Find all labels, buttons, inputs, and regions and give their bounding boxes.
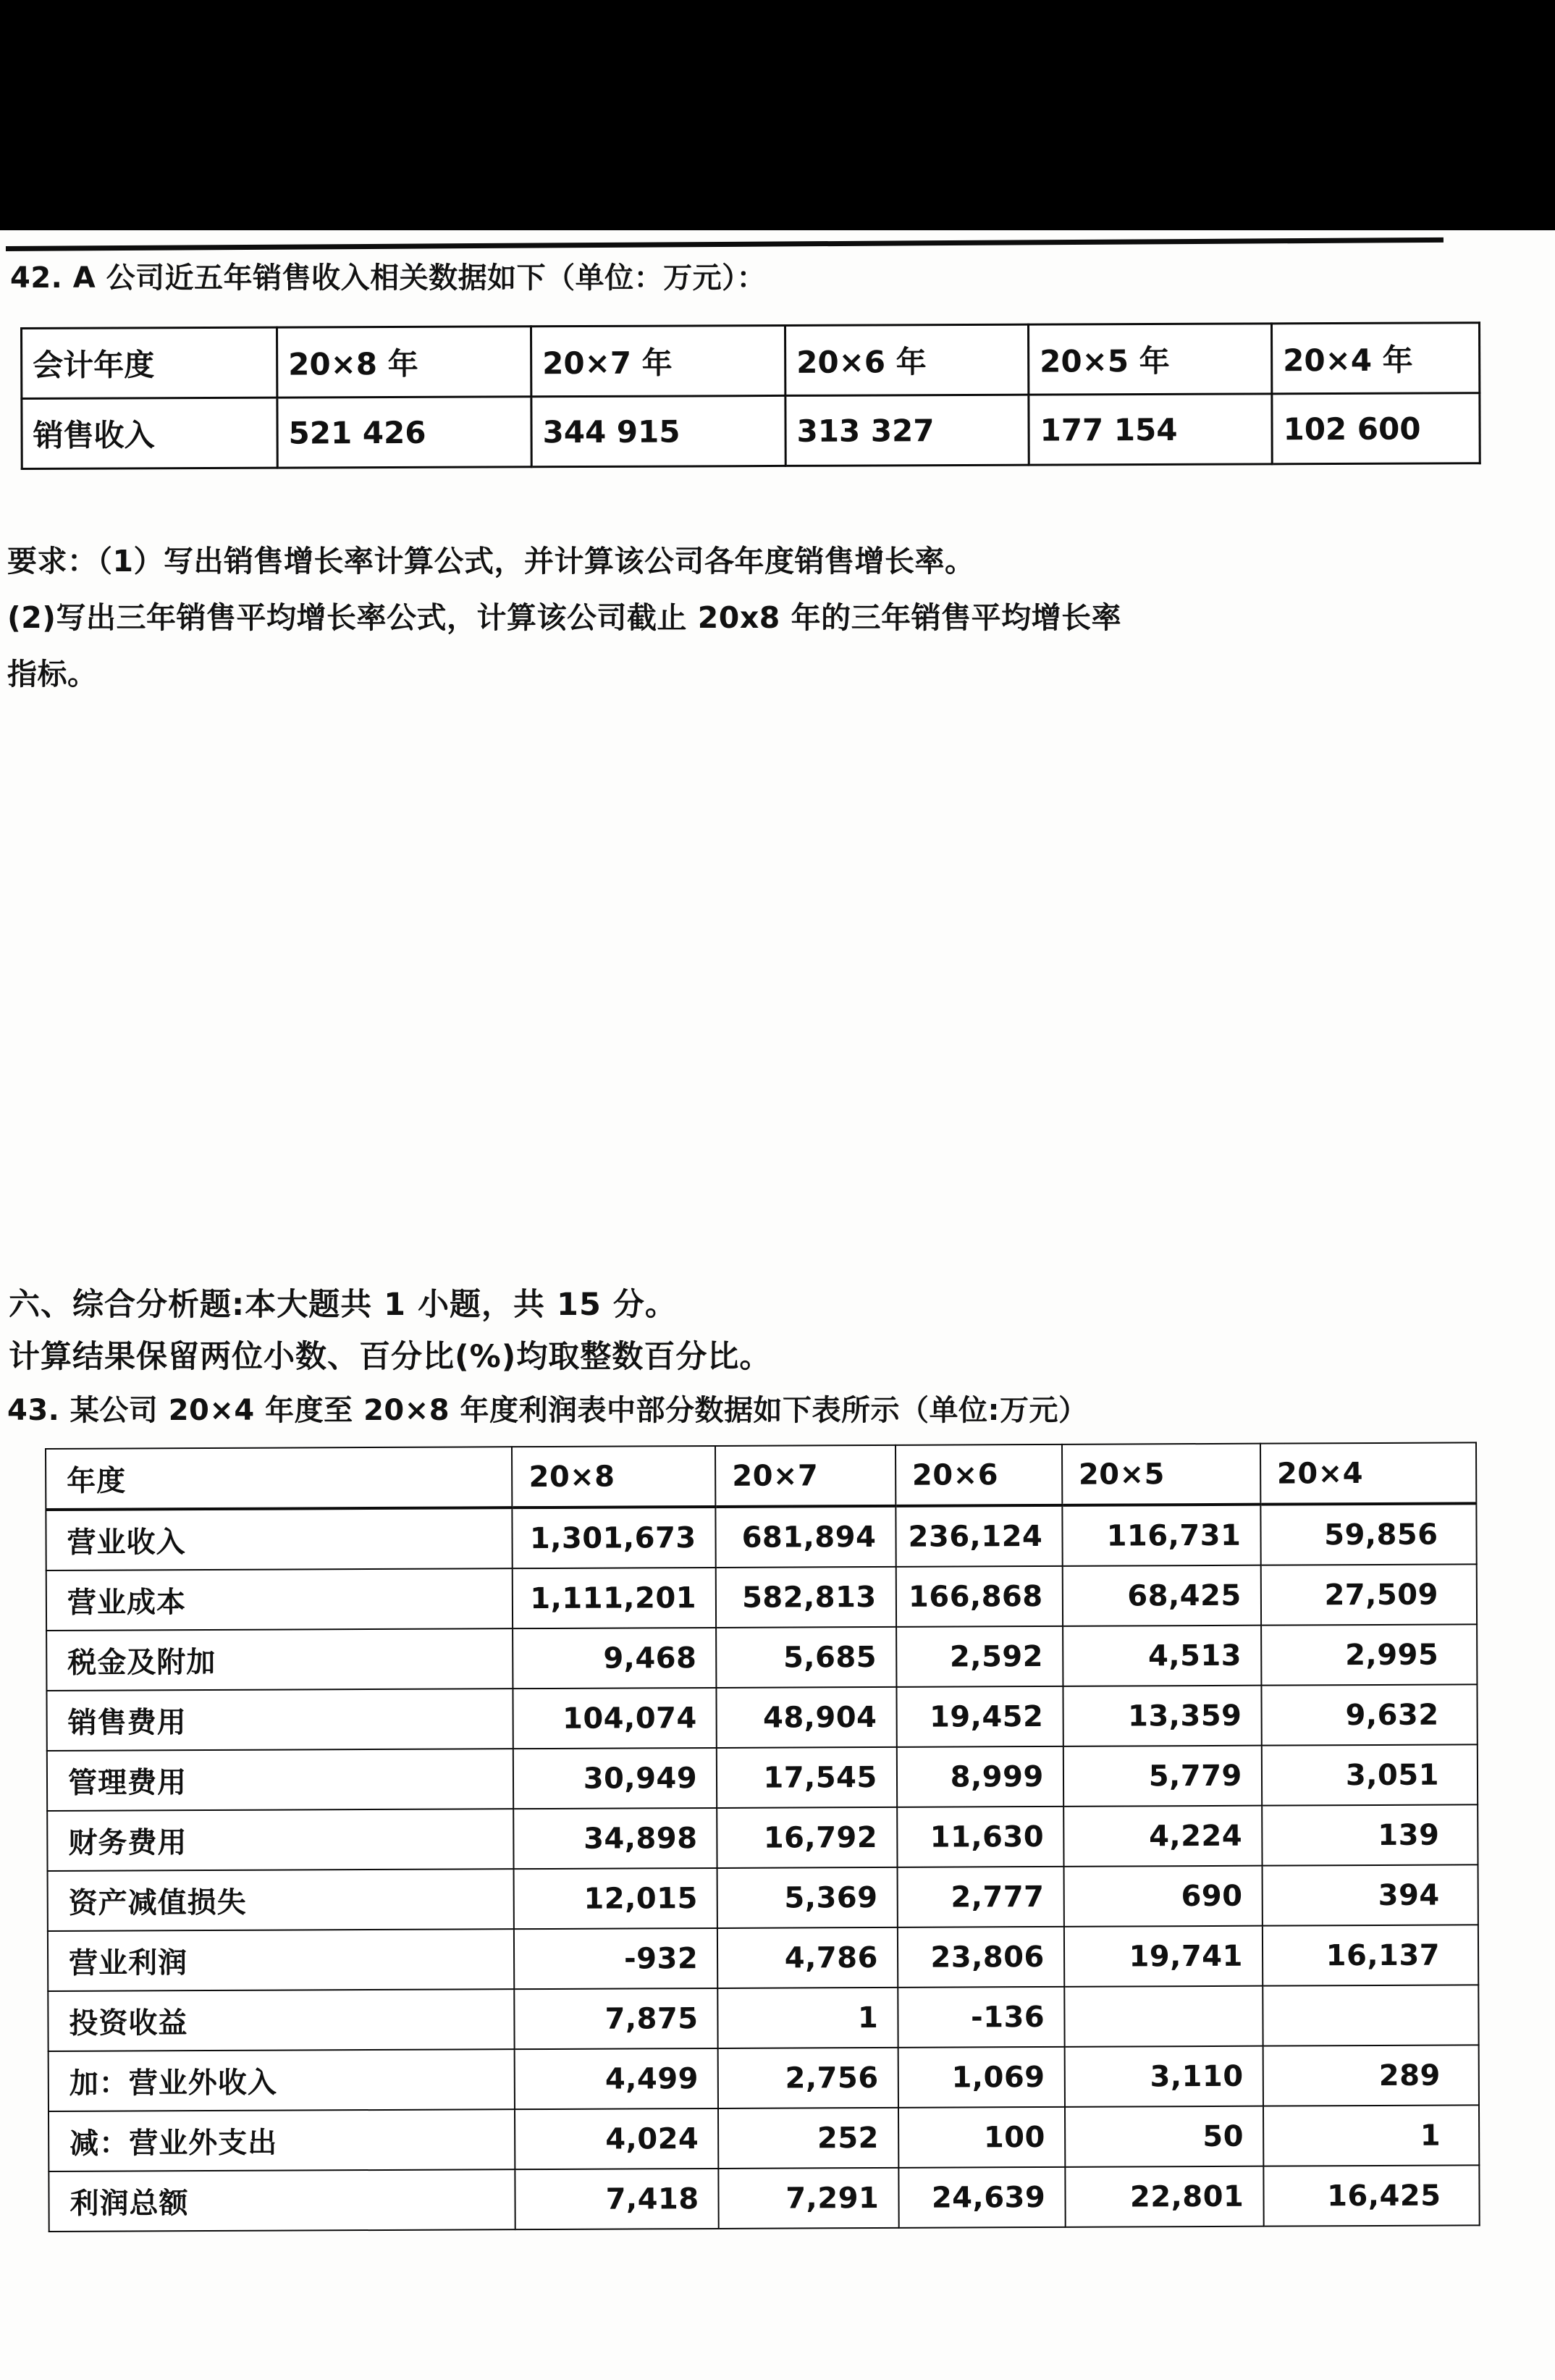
income-cell: 3,051 [1262, 1744, 1478, 1805]
income-cell: 5,369 [717, 1867, 898, 1928]
income-cell: 582,813 [716, 1567, 896, 1628]
income-cell: 12,015 [514, 1868, 717, 1929]
income-cell: 7,291 [718, 2168, 898, 2229]
sales-header-20x4: 20×4 年 [1271, 323, 1479, 394]
sales-value-20x5: 177 154 [1029, 394, 1272, 465]
income-cell: 5,779 [1063, 1746, 1262, 1807]
income-row-label: 投资收益 [48, 1989, 515, 2051]
table-row [48, 1925, 1478, 1991]
table-row [49, 2105, 1479, 2171]
income-header-20x5: 20×5 [1062, 1444, 1260, 1505]
income-cell: 166,868 [896, 1566, 1063, 1627]
income-cell: 3,110 [1064, 2046, 1263, 2107]
income-cell: 19,452 [896, 1686, 1063, 1747]
income-cell: 289 [1263, 2045, 1479, 2106]
income-header-year-label: 年度 [46, 1447, 513, 1510]
income-cell: 5,685 [716, 1627, 896, 1688]
sales-value-20x6: 313 327 [785, 395, 1029, 466]
income-cell-empty [1263, 1985, 1479, 2045]
income-cell: 2,756 [718, 2048, 898, 2108]
income-cell: 7,418 [515, 2169, 719, 2229]
table-row [49, 2045, 1479, 2111]
income-header-20x4: 20×4 [1260, 1442, 1477, 1504]
income-cell: 690 [1063, 1866, 1262, 1927]
question-42-prompt: 42. A 公司近五年销售收入相关数据如下（单位：万元）： [10, 261, 767, 295]
income-cell: 22,801 [1065, 2166, 1263, 2227]
income-cell: 1 [717, 1988, 898, 2048]
table-row-header [46, 1442, 1476, 1510]
income-cell: 27,509 [1261, 1564, 1478, 1625]
income-row-label: 减：营业外支出 [49, 2109, 515, 2171]
sales-value-20x8: 521 426 [277, 397, 531, 468]
income-cell: 394 [1262, 1864, 1478, 1925]
sales-revenue-table [20, 321, 1481, 470]
income-cell: 9,468 [513, 1628, 716, 1689]
income-row-label: 加：营业外收入 [49, 2049, 515, 2111]
sales-value-20x7: 344 915 [531, 395, 785, 466]
income-cell: 116,731 [1062, 1505, 1260, 1566]
income-cell: 4,024 [515, 2108, 718, 2169]
table-row [46, 1624, 1477, 1691]
question-42-requirement-1: 要求：（1）写出销售增长率计算公式，并计算该公司各年度销售增长率。 [7, 544, 975, 579]
table-row [22, 393, 1480, 469]
sales-row-label: 销售收入 [22, 398, 277, 468]
table-row [47, 1804, 1478, 1871]
income-cell: 4,513 [1063, 1626, 1261, 1686]
income-cell: 23,806 [898, 1927, 1064, 1988]
income-statement-table [45, 1442, 1480, 2232]
income-header-20x6: 20×6 [896, 1445, 1062, 1506]
income-cell: 50 [1065, 2106, 1263, 2167]
income-row-label: 营业成本 [46, 1568, 513, 1631]
income-row-label: 管理费用 [47, 1749, 514, 1811]
question-42-requirement-2: (2)写出三年销售平均增长率公式，计算该公司截止 20x8 年的三年销售平均增长率 [7, 600, 1122, 635]
income-cell: 1 [1263, 2105, 1480, 2166]
income-cell: 16,425 [1263, 2165, 1480, 2226]
table-row [47, 1744, 1478, 1811]
sales-header-20x8: 20×8 年 [277, 327, 531, 398]
income-cell-empty [1064, 1986, 1263, 2047]
income-cell: 68,425 [1062, 1565, 1260, 1626]
income-cell: 139 [1262, 1804, 1478, 1865]
income-cell: 8,999 [897, 1746, 1063, 1807]
section-six-note: 计算结果保留两位小数、百分比(%)均取整数百分比。 [9, 1339, 772, 1375]
income-cell: -932 [514, 1928, 717, 1989]
income-cell: 34,898 [514, 1808, 717, 1869]
sales-header-20x6: 20×6 年 [785, 324, 1028, 395]
sales-header-20x7: 20×7 年 [531, 325, 785, 396]
income-cell: 59,856 [1260, 1503, 1477, 1565]
income-row-label: 营业收入 [46, 1508, 513, 1570]
table-row-header [22, 323, 1480, 399]
income-cell: 19,741 [1064, 1926, 1263, 1987]
income-row-label: 资产减值损失 [48, 1869, 515, 1931]
income-cell: 236,124 [896, 1505, 1062, 1567]
income-row-label: 销售费用 [46, 1689, 513, 1751]
income-cell: -136 [898, 1987, 1064, 2048]
income-cell: 2,777 [897, 1867, 1063, 1927]
income-cell: 9,632 [1261, 1684, 1478, 1745]
income-cell: 24,639 [898, 2167, 1065, 2228]
income-cell: 681,894 [716, 1506, 896, 1568]
income-cell: 4,499 [515, 2048, 718, 2109]
table-row [46, 1503, 1476, 1570]
income-cell: 1,111,201 [513, 1568, 716, 1628]
table-row [49, 2165, 1479, 2232]
table-row [48, 1864, 1478, 1931]
income-cell: 48,904 [717, 1687, 897, 1748]
income-cell: 100 [898, 2107, 1065, 2168]
income-cell: 1,069 [898, 2047, 1064, 2108]
income-cell: 1,301,673 [513, 1507, 716, 1568]
question-43-prompt: 43. 某公司 20×4 年度至 20×8 年度利润表中部分数据如下表所示（单位:万元） [7, 1394, 1088, 1427]
income-cell: 252 [718, 2108, 898, 2169]
income-cell: 30,949 [513, 1748, 717, 1809]
income-cell: 16,137 [1263, 1925, 1479, 1985]
scanner-dark-band [0, 0, 1555, 230]
question-42-requirement-3: 指标。 [7, 657, 98, 691]
income-cell: 2,995 [1261, 1624, 1478, 1685]
income-row-label: 营业利润 [48, 1929, 515, 1991]
sales-header-year-label: 会计年度 [22, 327, 277, 398]
income-row-label: 财务费用 [47, 1809, 514, 1871]
income-cell: 4,224 [1063, 1806, 1262, 1867]
income-cell: 104,074 [513, 1688, 717, 1749]
income-header-20x8: 20×8 [512, 1446, 715, 1508]
table-row [48, 1985, 1478, 2051]
section-six-heading: 六、综合分析题:本大题共 1 小题，共 15 分。 [9, 1287, 677, 1323]
sales-value-20x4: 102 600 [1272, 393, 1480, 464]
table-row [46, 1564, 1477, 1631]
income-cell: 4,786 [717, 1927, 898, 1988]
income-cell: 13,359 [1063, 1686, 1261, 1746]
table-row [46, 1684, 1477, 1751]
income-cell: 7,875 [515, 1988, 718, 2049]
income-cell: 17,545 [717, 1747, 897, 1808]
income-cell: 11,630 [897, 1807, 1063, 1867]
income-cell: 16,792 [717, 1807, 897, 1868]
income-header-20x7: 20×7 [715, 1445, 896, 1507]
income-cell: 2,592 [896, 1626, 1063, 1687]
income-row-label: 利润总额 [49, 2169, 515, 2232]
sales-header-20x5: 20×5 年 [1028, 324, 1271, 395]
income-row-label: 税金及附加 [46, 1628, 513, 1691]
